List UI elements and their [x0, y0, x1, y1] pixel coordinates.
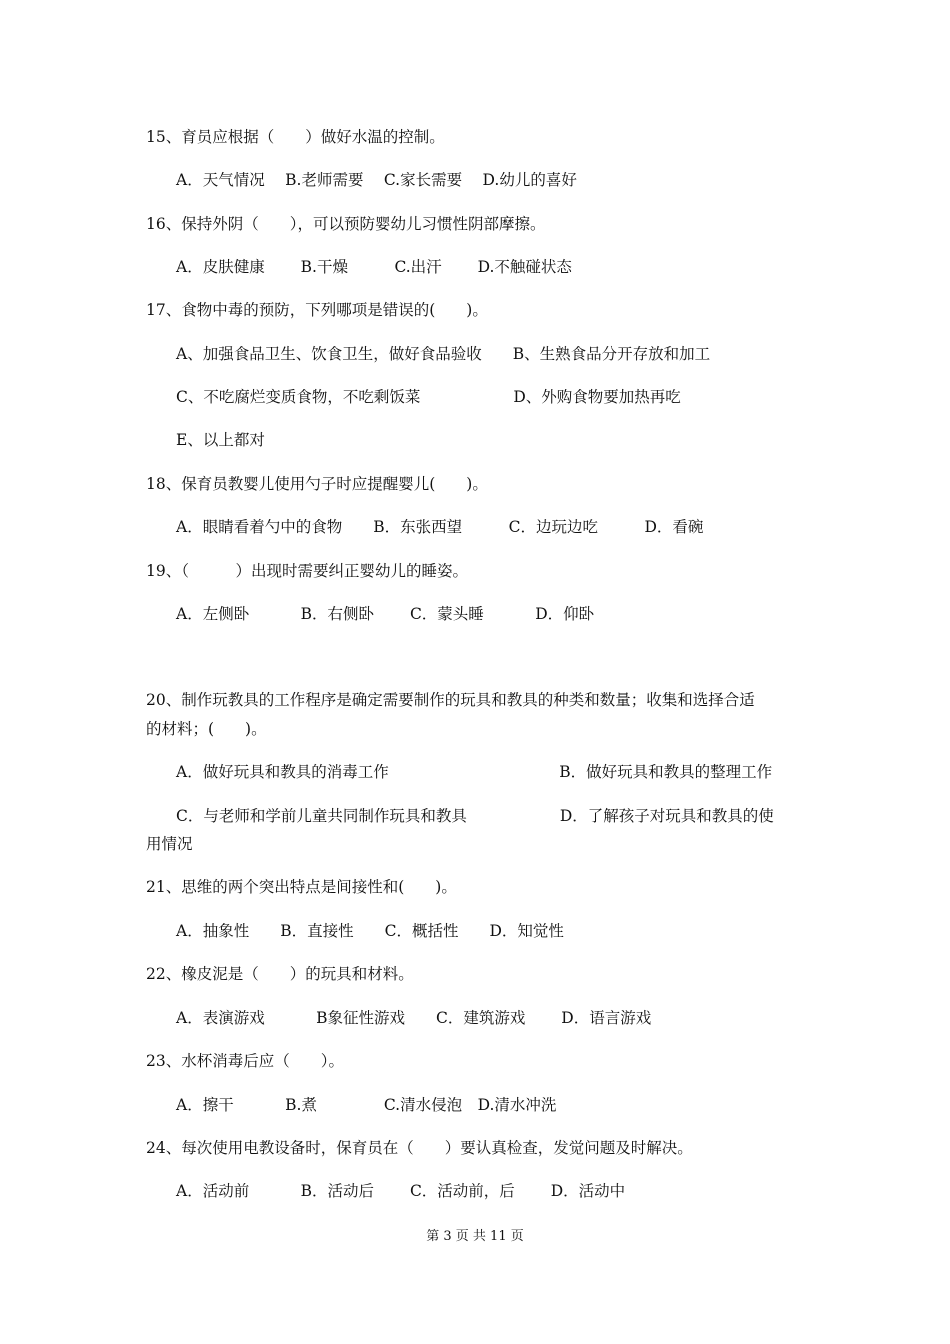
question-16-options: A．皮肤健康 B.干燥 C.出汗 D.不触碰状态: [176, 258, 572, 276]
question-15-options: A．天气情况 B.老师需要 C.家长需要 D.幼儿的喜好: [176, 171, 577, 189]
question-19-stem: 19、（ ）出现时需要纠正婴幼儿的睡姿。: [146, 562, 468, 580]
question-20-stem-cont: 的材料；( )。: [146, 720, 267, 738]
page-footer: 第 3 页 共 11 页: [426, 1229, 524, 1244]
question-22-stem: 22、橡皮泥是（ ）的玩具和材料。: [146, 965, 414, 983]
question-17-stem: 17、食物中毒的预防，下列哪项是错误的( )。: [146, 301, 488, 319]
question-21-options: A．抽象性 B．直接性 C．概括性 D．知觉性: [176, 922, 564, 940]
question-24-options: A．活动前 B．活动后 C．活动前，后 D．活动中: [176, 1182, 626, 1200]
question-20-stem: 20、制作玩教具的工作程序是确定需要制作的玩具和教具的种类和数量；收集和选择合适: [146, 691, 755, 709]
question-18-stem: 18、保育员教婴儿使用勺子时应提醒婴儿( )。: [146, 475, 488, 493]
question-20-options-ab: A．做好玩具和教具的消毒工作 B．做好玩具和教具的整理工作: [176, 763, 773, 781]
question-17-options-cd: C、不吃腐烂变质食物，不吃剩饭菜 D、外购食物要加热再吃: [176, 388, 681, 406]
question-21-stem: 21、思维的两个突出特点是间接性和( )。: [146, 878, 457, 896]
question-17-options-ab: A、加强食品卫生、饮食卫生，做好食品验收 B、生熟食品分开存放和加工: [176, 345, 711, 363]
question-17-option-e: E、以上都对: [176, 431, 265, 449]
question-23-options: A．擦干 B.煮 C.清水侵泡 D.清水冲洗: [176, 1096, 557, 1114]
question-22-options: A．表演游戏 B象征性游戏 C．建筑游戏 D．语言游戏: [176, 1009, 652, 1027]
question-15-stem: 15、育员应根据（ ）做好水温的控制。: [146, 128, 445, 146]
question-16-stem: 16、保持外阴（ ），可以预防婴幼儿习惯性阴部摩擦。: [146, 215, 546, 233]
question-24-stem: 24、每次使用电教设备时，保育员在（ ）要认真检查，发觉问题及时解决。: [146, 1139, 693, 1157]
question-19-options: A．左侧卧 B．右侧卧 C．蒙头睡 D．仰卧: [176, 605, 595, 623]
question-20-option-cont: 用情况: [146, 835, 193, 853]
question-20-options-cd: C．与老师和学前儿童共同制作玩具和教具 D．了解孩子对玩具和教具的使: [176, 807, 774, 825]
question-23-stem: 23、水杯消毒后应（ ）。: [146, 1052, 344, 1070]
question-18-options: A．眼睛看着勺中的食物 B．东张西望 C．边玩边吃 D．看碗: [176, 518, 704, 536]
